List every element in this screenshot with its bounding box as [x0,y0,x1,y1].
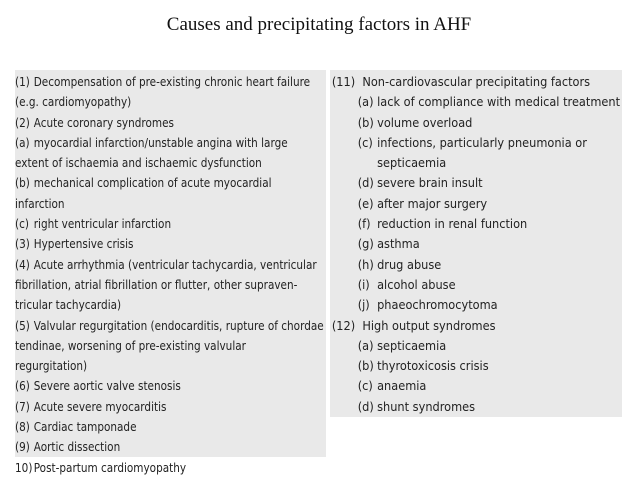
item-number: (9) [15,440,30,455]
list-item [15,295,280,315]
list-item [330,133,600,153]
list-item [15,376,280,396]
list-item [330,194,600,214]
list-item [15,397,280,417]
item-text: Hypertensive crisis [33,237,134,252]
list-item [330,234,600,254]
item-number: 10) [15,460,33,475]
item-number: (8) [15,420,30,435]
item-text: regurgitation) [15,359,88,374]
item-number: (6) [15,379,30,394]
item-letter: (e) [357,196,374,211]
item-text: lack of compliance with medical treatment [377,95,621,110]
item-number: (11) [331,75,356,89]
item-text: tricular tachycardia) [15,298,122,313]
item-text: fibrillation, atrial fibrillation or flutter, other supraven- [15,277,298,292]
item-text: drug abuse [377,257,442,272]
list-item [15,234,280,254]
list-item [330,295,600,315]
list-item [15,275,298,295]
item-text: (e.g. cardiomyopathy) [15,95,132,110]
list-item [15,113,280,133]
list-item [15,255,317,275]
list-item [15,133,288,153]
list-item [330,173,600,193]
list-item [330,376,600,396]
item-text: volume overload [377,115,473,130]
list-item [15,92,280,112]
item-text: Acute arrhythmia (ventricular tachycardia, ventricular [33,257,317,272]
list-item [15,437,280,457]
list-item [330,336,600,356]
item-text: severe brain insult [377,176,483,191]
item-text: Cardiac tamponade [33,420,137,435]
list-item [15,356,280,376]
item-text: septicaemia [377,338,447,353]
item-text: Valvular regurgitation (endocarditis, rupture of chordae [33,318,324,333]
item-text: infarction [15,196,65,211]
item-number: (2) [15,115,30,130]
item-text: phaeochromocytoma [377,298,498,313]
item-letter: (b) [357,115,374,130]
item-number: (12) [331,318,356,333]
item-text: Post-partum cardiomyopathy [33,460,187,475]
list-item [330,214,600,234]
item-number: (4) [15,257,30,272]
list-item [330,275,600,295]
item-letter: (i) [357,277,370,292]
item-letter: (b) [357,359,374,374]
list-item [15,214,280,234]
list-item [15,336,280,356]
item-letter: (c) [15,217,29,232]
item-text: extent of ischaemia and ischaemic dysfunction [15,156,262,171]
list-item [330,316,600,336]
item-letter: (b) [15,176,30,191]
item-letter: (h) [357,257,374,272]
right-panel [330,70,622,417]
left-causes-list [15,70,324,478]
list-item [330,255,600,275]
item-text: Non-cardiovascular precipitating factors [362,75,591,89]
item-number: (3) [15,237,30,252]
item-letter: (d) [357,176,374,191]
item-text: Aortic dissection [33,440,121,455]
item-text: Acute coronary syndromes [33,115,174,130]
item-text: reduction in renal function [377,217,528,232]
slide-title: Causes and precipitating factors in AHF [166,14,472,35]
item-text: tendinae, worsening of pre-existing valvular [15,338,246,353]
list-item [15,153,280,173]
right-factors-list [330,70,621,417]
item-text: High output syndromes [362,318,496,333]
item-letter: (j) [357,298,370,313]
item-letter: (a) [357,338,374,353]
item-text: shunt syndromes [377,399,476,414]
item-text: Decompensation of pre-existing chronic heart failure [33,75,311,89]
item-text: myocardial infarction/unstable angina with large [33,135,288,150]
list-item [330,153,600,173]
item-text: Severe aortic valve stenosis [33,379,181,394]
item-letter: (a) [357,95,374,110]
item-text: anaemia [377,379,427,394]
item-text: after major surgery [377,196,488,211]
left-panel [15,70,326,475]
list-item [330,92,621,112]
list-item [15,458,280,478]
item-text: septicaemia [377,156,447,171]
item-text: Acute severe myocarditis [33,399,167,414]
item-text: infections, particularly pneumonia or [377,135,587,150]
item-number: (5) [15,318,30,333]
item-text: thyrotoxicosis crisis [377,359,489,374]
list-item [330,356,600,376]
list-item [330,397,600,417]
item-letter: (g) [357,237,374,252]
list-item [330,72,600,92]
item-text: mechanical complication of acute myocardial [33,176,272,191]
list-item [15,417,280,437]
item-letter: (c) [357,135,373,150]
item-text: alcohol abuse [377,277,456,292]
item-number: (1) [15,75,30,89]
list-item [15,72,311,92]
list-item [15,316,324,336]
item-letter: (f) [357,217,371,232]
item-letter: (d) [357,399,374,414]
item-text: asthma [377,237,420,252]
list-item [15,194,280,214]
item-letter: (a) [15,135,30,150]
list-item [330,113,600,133]
item-letter: (c) [357,379,373,394]
item-text: right ventricular infarction [33,217,172,232]
item-number: (7) [15,399,30,414]
list-item [15,173,280,193]
